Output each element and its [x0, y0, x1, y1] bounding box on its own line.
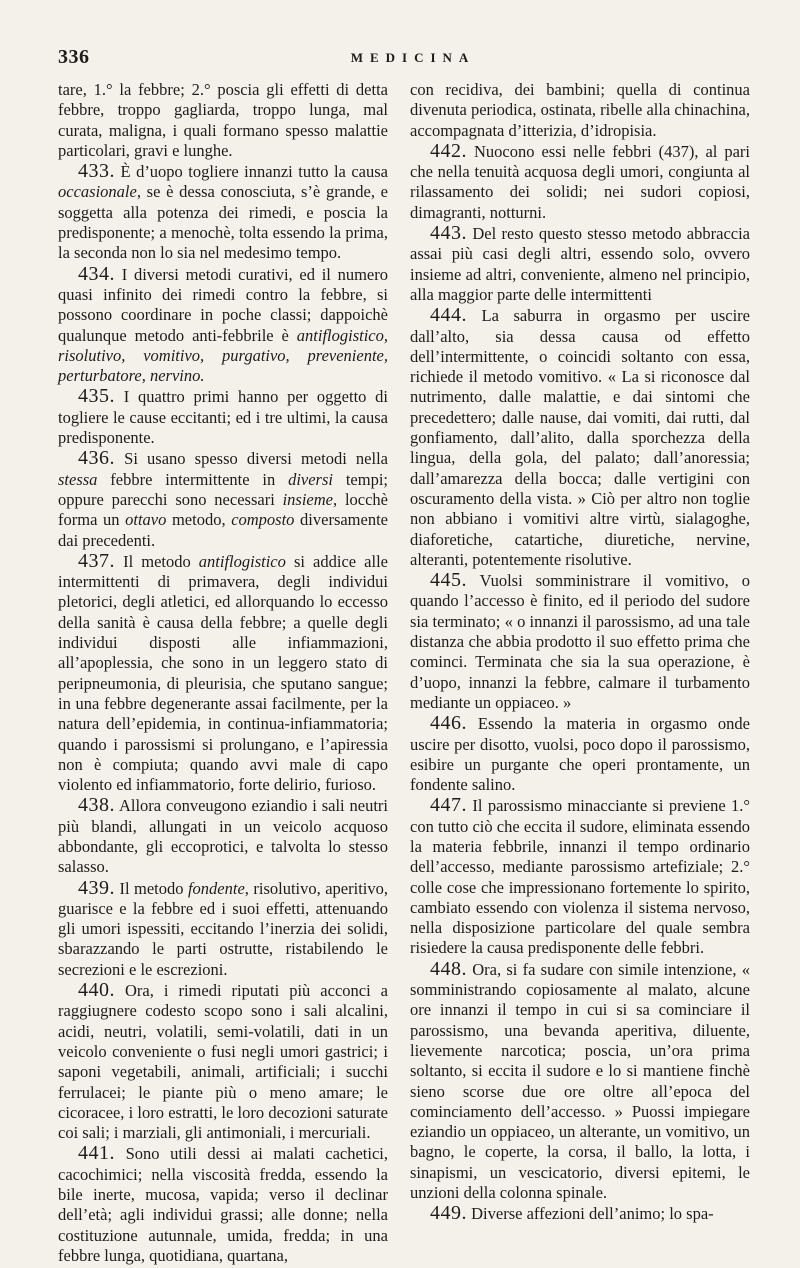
paragraph-number: 446.	[430, 712, 467, 735]
paragraph-number: 433.	[78, 160, 115, 183]
paragraph-435: 435. I quattro primi hanno per oggetto di togliere le cause eccitanti; ed i tre ultimi, la causa predisponente.	[58, 385, 389, 448]
paragraph-number: 445.	[430, 569, 467, 592]
paragraph-number: 447.	[430, 794, 467, 817]
paragraph-number: 449.	[430, 1202, 467, 1225]
paragraph-446: 446. Essendo la materia in orgasmo onde uscire per disotto, vuolsi, poco dopo il parossismo, esibire un purgante che operi prontamente, un fondente salino.	[410, 712, 751, 795]
paragraph-441: 441. Sono utili dessi ai malati cachetici, cacochimici; nella viscosità fredda, essendo la bile inerte, mucosa, vapida; verso il declinar dell’età; agli individui grassi; alle donne; nella costituzione autunnale, umida, fredda; in una febbre lunga, quotidiana, quartana,	[58, 1142, 389, 1265]
paragraph-number: 442.	[430, 139, 467, 162]
paragraph-440: 440. Ora, i rimedi riputati più acconci a raggiugnere codesto scopo sono i sali alcalini, acidi, neutri, volatili, semi-volatili, dati in un veicolo conveniente o fusi negli umori gastrici; i saponi vegetabili, animali, artificiali; i succhi ferrulacei; le piante più o meno amare; le cicoracee, i loro estratti, le loro decozioni saturate coi sali; i marziali, gli antimoniali, i mercuriali.	[58, 979, 388, 1143]
paragraph-434: 434. I diversi metodi curativi, ed il numero quasi infinito dei rimedi contro la febbre, si possono coordinare in poche classi; dappoichè qualunque metodo anti-febbrile è antiflogistico, risolutivo, vomitivo, purgativo, preveniente, perturbatore, nervino.	[58, 262, 388, 386]
paragraph-number: 436.	[78, 447, 115, 470]
paragraph-437: 437. Il metodo antiflogistico si addice alle intermittenti di primavera, degli individui pletorici, degli atletici, ed allorquando lo eccesso della sanità è causa della febbre; a quelle degli individui disposti alle infiammazioni, all’apoplessia, che sono in un leggero stato di peripneumonia, di pleurisia, che sputano sangue; in una febbre degenerante assai facilmente, per la natura dell’epidemia, in continua-infiammatoria; quando i parossismi si prolungano, e l’apiressia non è compiuta; quando avvi male di capo violento ed infiammatorio, forte delirio, furioso.	[58, 549, 388, 795]
paragraph-436: 436. Si usano spesso diversi metodi nella stessa febbre intermittente in diversi tempi; oppure parecchi sono necessari insieme, locchè forma un ottavo metodo, composto diversamente dai precedenti.	[58, 447, 388, 550]
paragraph-448: 448. Ora, si fa sudare con simile intenzione, « somministrando copiosamente al malato, alcune ore innanzi il tempo in cui si sa cominciare il parossismo, una bevanda aperitiva, diluente, lievemente narcotica; poscia, un’ora prima soltanto, si eccita il sudore e lo si mantiene finchè sieno scorse due ore oltre all’epoca del cominciamento dell’accesso. » Puossi impiegare eziandio un oppiaceo, un alterante, un vomitivo, un bagno, le coperte, la corsa, il ballo, la lotta, i sinapismi, un vescicatorio, diversi epitemi, le unzioni della colonna spinale.	[410, 957, 750, 1203]
paragraph-continued: tare, 1.° la febbre; 2.° poscia gli effetti di detta febbre, troppo gagliarda, troppo lunga, mal curata, maligna, i quali formano spesso malattie particolari, gravi e lunghe.	[58, 80, 388, 160]
paragraph-number: 434.	[78, 262, 115, 285]
paragraph-number: 440.	[78, 979, 115, 1002]
paragraph-number: 443.	[430, 222, 467, 245]
paragraph-449: 449. Diverse affezioni dell’animo; lo spa-	[430, 1202, 714, 1225]
paragraph-444: 444. La saburra in orgasmo per uscire dall’alto, sia dessa causa od effetto dell’intermittente, o coincidi soltanto con essa, richiede il metodo vomitivo. « La si riconosce dal nutrimento, dalle malattie, e dai sintomi che precedettero; dalle nause, dai vomiti, dai rutti, dal gonfiamento, dall’alito, dalla sporchezza della lingua, della gola, del palato; dall’anoressia; dall’amarezza della bocca; dalle vertigini con oscuramento della vista. » Ciò per altro non toglie non abbiano i vomitivi altre virtù, sialagoghe, diaforetiche, catartiche, diuretiche, nervine, alteranti, potentemente risolutive.	[410, 304, 751, 569]
paragraph-445: 445. Vuolsi somministrare il vomitivo, o quando l’accesso è finito, ed il periodo del sudore sia terminato; « o innanzi il parossismo, ad una tale distanza che abbia prodotto il suo effetto prima che cominci. Terminata che sia la sua operazione, è d’uopo, innanzi la febbre, calmare il turbamento mediante un oppiaceo. »	[410, 569, 751, 712]
paragraph-number: 441.	[78, 1142, 115, 1165]
paragraph-number: 444.	[430, 304, 467, 327]
paragraph-number: 439.	[78, 876, 115, 899]
running-head: MEDICINA	[350, 50, 476, 65]
paragraph-438: 438. Allora conveugono eziandio i sali neutri più blandi, allungati in un veicolo acquoso abbondante, gli eccoprotici, e talvolta lo stesso salasso.	[58, 794, 388, 877]
paragraph-443: 443. Del resto questo stesso metodo abbraccia assai più casi degli altri, essendo solo, ovvero insieme ad altri, conveniente, almeno nel principio, alla maggior parte delle intermittenti	[410, 222, 751, 304]
page-number: 336	[58, 46, 90, 68]
left-column	[58, 80, 388, 1266]
right-column	[410, 80, 750, 1225]
paragraph-number: 437.	[78, 549, 115, 572]
paragraph-433: 433. È d’uopo togliere innanzi tutto la causa occasionale, se è dessa conosciuta, s’è grande, e soggetta alla potenza dei rimedi, e poscia la predisponente; a menochè, tolta essendo la prima, la seconda non lo sia nel medesimo tempo.	[58, 160, 389, 263]
paragraph-439: 439. Il metodo fondente, risolutivo, aperitivo, guarisce e la febbre ed i suoi effetti, attenuando gli umori ispessiti, eccitando l’inerzia dei solidi, sbarazzando le parti ostrutte, ristabilendo le secrezioni e le escrezioni.	[58, 876, 388, 979]
paragraph-continued: con recidiva, dei bambini; quella di continua divenuta periodica, ostinata, ribelle alla chinachina, accompagnata d’itterizia, d’idropisia.	[410, 80, 750, 140]
paragraph-number: 438.	[78, 794, 115, 817]
page-header	[58, 46, 768, 70]
paragraph-447: 447. Il parossismo minacciante si previene 1.° con tutto ciò che eccita il sudore, eliminata essendo la materia febbrile, innanzi il tempo ordinario dell’accesso, mediante parossismo artefiziale; 2.° colle cose che impressionano fortemente lo spirito, cambiato essendo con violenza il sistema nervoso, nella disposizione particolare del quale sembra risiedere la causa predisponente delle febbri.	[410, 794, 751, 958]
paragraph-442: 442. Nuocono essi nelle febbri (437), al pari che nella tenuità acquosa degli umori, congiunta al rilassamento dei solidi; nei sudori copiosi, dimagranti, notturni.	[410, 139, 750, 222]
paragraph-number: 435.	[78, 385, 115, 408]
paragraph-number: 448.	[430, 957, 467, 980]
